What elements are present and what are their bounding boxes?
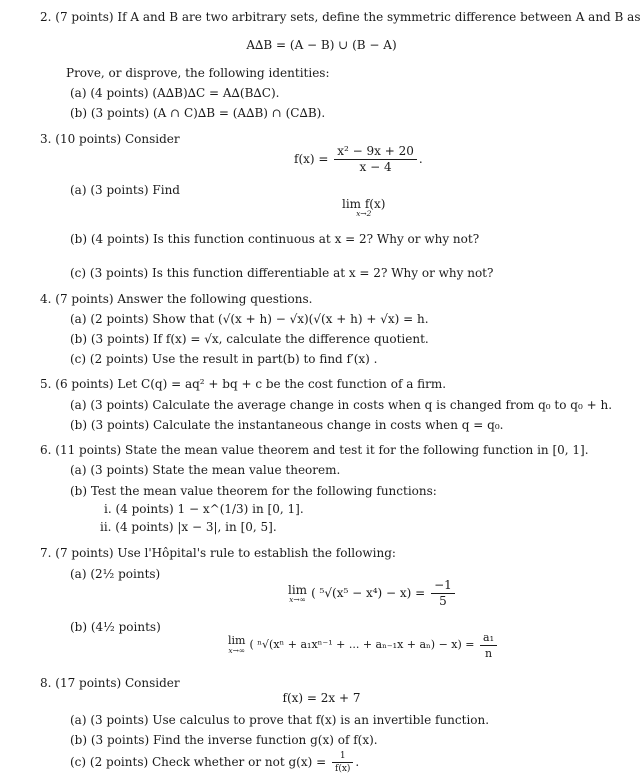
q7-part-a: (a) (2½ points) <box>70 567 161 581</box>
q4-part-a: (a) (2 points) Show that (√(x + h) − √x)(√(x + h) + √x) = h. <box>70 312 429 326</box>
q3-intro: 3. (10 points) Consider <box>40 132 180 146</box>
q2-intro: 2. (7 points) If A and B are two arbitrary sets, define the symmetric difference between A and B as <box>40 10 641 24</box>
q7-a-equation <box>288 578 457 608</box>
q7-b-equation <box>228 630 499 660</box>
q8-part-a: (a) (3 points) Use calculus to prove that f(x) is an invertible function. <box>70 713 490 727</box>
q3-limit-sub: x→2 <box>356 209 372 218</box>
q7-a-lim-sub: x→∞ <box>289 594 306 604</box>
q7-a-numerator: −1 <box>431 579 455 594</box>
q4-intro: 4. (7 points) Answer the following questions. <box>40 292 313 306</box>
q7-intro: 7. (7 points) Use l'Hôpital's rule to establish the following: <box>40 546 396 560</box>
q7-b-expression: ( ⁿ√(xⁿ + a₁xⁿ⁻¹ + ... + aₙ₋₁x + aₙ) − x) = <box>249 638 475 651</box>
q8-part-b: (b) (3 points) Find the inverse function g(x) of f(x). <box>70 733 378 747</box>
q3-period: . <box>418 152 423 166</box>
q3-part-a: (a) (3 points) Find <box>70 183 180 197</box>
q5-part-a: (a) (3 points) Calculate the average change in costs when q is changed from q₀ to q₀ + h. <box>70 398 613 412</box>
q4-part-b: (b) (3 points) If f(x) = √x, calculate the difference quotient. <box>70 332 429 346</box>
q6-part-b-ii: ii. (4 points) |x − 3|, in [0, 5]. <box>100 520 277 534</box>
q8-function: f(x) = 2x + 7 <box>282 691 361 705</box>
q8-c-denominator: f(x) <box>334 764 351 774</box>
q3-fx-label: f(x) = <box>294 152 329 166</box>
q3-limit-expr: lim f(x) <box>342 197 386 211</box>
q2-prompt: Prove, or disprove, the following identities: <box>66 66 330 80</box>
q7-b-lim: lim <box>228 634 246 647</box>
q3-part-c: (c) (3 points) Is this function differentiable at x = 2? Why or why not? <box>70 266 494 280</box>
q3-denominator: x − 4 <box>359 160 392 174</box>
q8-part-c <box>70 748 359 776</box>
q2-part-b: (b) (3 points) (A ∩ C)∆B = (A∆B) ∩ (C∆B). <box>70 106 326 120</box>
q3-numerator: x² − 9x + 20 <box>334 145 417 160</box>
q3-fraction <box>334 145 417 174</box>
q6-intro: 6. (11 points) State the mean value theorem and test it for the following function in [0, 1]. <box>40 443 589 457</box>
q8-c-numerator: 1 <box>332 751 353 763</box>
q2-definition: A∆B = (A − B) ∪ (B − A) <box>246 38 397 52</box>
q8-part-c-text: (c) (2 points) Check whether or not g(x) = <box>70 755 327 769</box>
q5-part-b: (b) (3 points) Calculate the instantaneous change in costs when q = q₀. <box>70 418 504 432</box>
q8-c-period: . <box>355 755 360 769</box>
q7-a-expression: ( ⁵√(x⁵ − x⁴) − x) = <box>311 586 426 600</box>
q6-part-b-i: i. (4 points) 1 − x^(1/3) in [0, 1]. <box>104 502 304 516</box>
q3-part-b: (b) (4 points) Is this function continuous at x = 2? Why or why not? <box>70 232 480 246</box>
q7-a-lim: lim <box>288 582 308 597</box>
q4-part-c: (c) (2 points) Use the result in part(b) to find f′(x) . <box>70 352 378 366</box>
q6-part-a: (a) (3 points) State the mean value theorem. <box>70 463 341 477</box>
q7-part-b: (b) (4½ points) <box>70 620 161 634</box>
q6-part-b: (b) Test the mean value theorem for the following functions: <box>70 484 437 498</box>
q7-a-denominator: 5 <box>439 594 447 608</box>
q7-b-denominator: n <box>484 646 493 660</box>
q7-b-lim-sub: x→∞ <box>228 646 246 655</box>
q3-limit <box>342 198 385 218</box>
q7-b-numerator: a₁ <box>480 631 497 646</box>
q5-intro: 5. (6 points) Let C(q) = aq² + bq + c be the cost function of a firm. <box>40 377 447 391</box>
q8-intro: 8. (17 points) Consider <box>40 676 180 690</box>
q2-part-a: (a) (4 points) (A∆B)∆C = A∆(B∆C). <box>70 86 280 100</box>
q3-function <box>294 144 423 174</box>
